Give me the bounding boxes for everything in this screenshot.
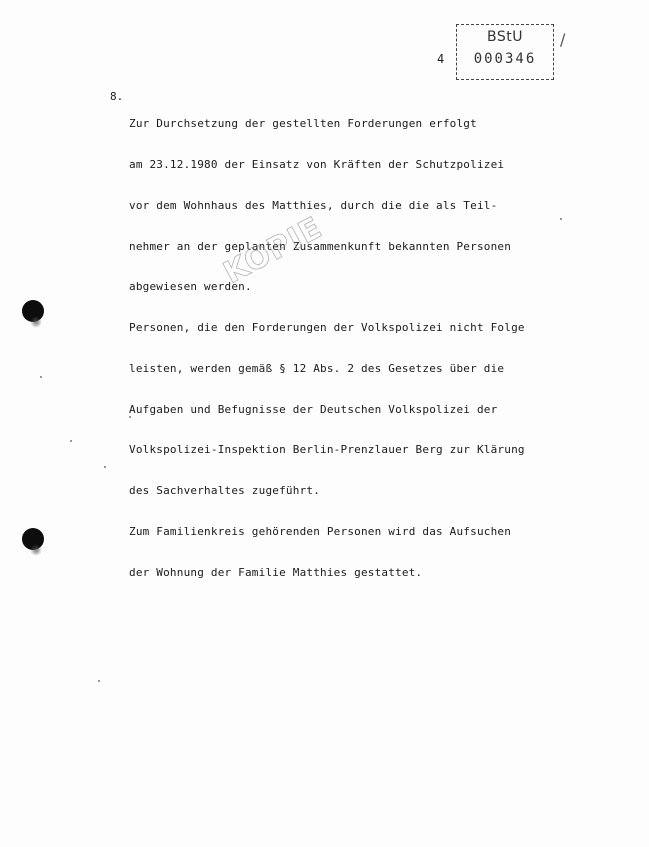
stamp-label: BStU: [487, 29, 523, 45]
scan-speck: [98, 680, 100, 682]
scan-speck: [560, 218, 562, 220]
text-line: nehmer an der geplanten Zusammenkunft bekannten Personen: [129, 239, 512, 253]
text-line: vor dem Wohnhaus des Matthies, durch die die als Teil-: [129, 198, 498, 212]
text-line: Zum Familienkreis gehörenden Personen wird das Aufsuchen: [129, 525, 512, 538]
scan-speck: [70, 440, 72, 442]
stamp-side-mark: /: [560, 30, 566, 49]
item-number: 8.: [110, 90, 124, 103]
text-line: am 23.12.1980 der Einsatz von Kräften der Schutzpolizei: [129, 157, 505, 171]
scan-speck: [104, 466, 106, 468]
text-line: leisten, werden gemäß § 12 Abs. 2 des Gesetzes über die: [129, 361, 505, 375]
punch-hole-bottom: [22, 528, 44, 550]
text-line: der Wohnung der Familie Matthies gestattet.: [129, 565, 423, 579]
page-number: 4: [437, 52, 445, 66]
item-text: [129, 90, 569, 607]
scan-speck: [129, 416, 131, 418]
stamp-number: 000346: [473, 51, 537, 67]
punch-hole-top: [22, 300, 44, 322]
archive-stamp: [456, 24, 554, 80]
text-line: Personen, die den Forderungen der Volkspolizei nicht Folge: [129, 321, 525, 335]
watermark-text: KOPIE: [218, 210, 329, 291]
text-line: Zur Durchsetzung der gestellten Forderungen erfolgt: [129, 117, 477, 131]
scan-speck: [40, 376, 42, 378]
text-line: Aufgaben und Befugnisse der Deutschen Volkspolizei der: [129, 402, 498, 416]
text-line: des Sachverhaltes zugeführt.: [129, 484, 321, 498]
text-line: Volkspolizei-Inspektion Berlin-Prenzlauer Berg zur Klärung: [129, 443, 525, 457]
text-line: abgewiesen werden.: [129, 280, 252, 294]
